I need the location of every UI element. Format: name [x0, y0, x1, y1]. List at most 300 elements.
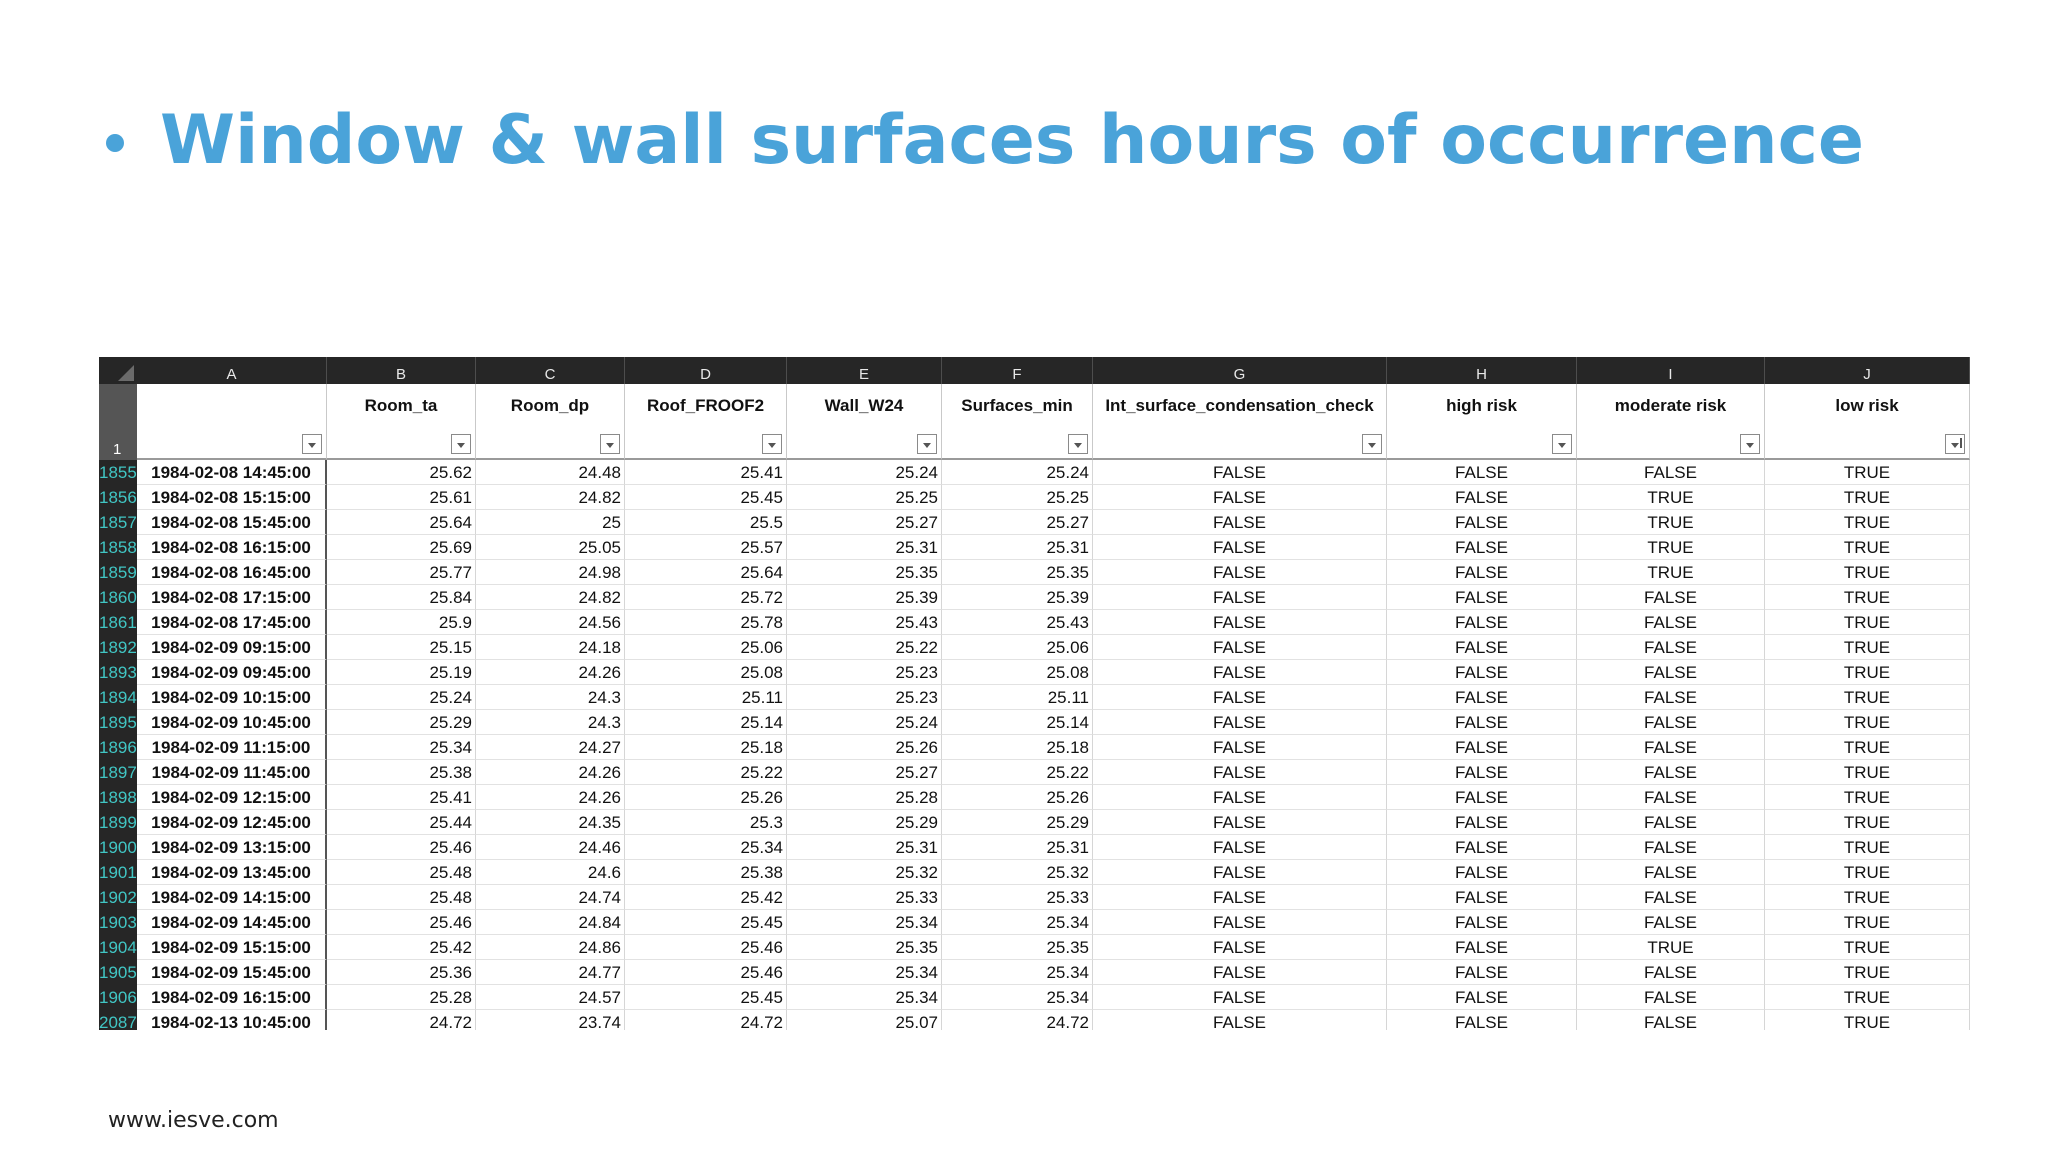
table-cell[interactable]: 25.07	[787, 1010, 942, 1030]
table-cell[interactable]: 24.84	[476, 910, 625, 935]
table-cell[interactable]: FALSE	[1387, 635, 1577, 660]
table-cell[interactable]: FALSE	[1093, 560, 1387, 585]
table-cell[interactable]: FALSE	[1093, 810, 1387, 835]
table-cell[interactable]: 1984-02-09 11:15:00	[137, 735, 327, 760]
table-cell[interactable]: 24.26	[476, 660, 625, 685]
filter-dropdown-icon[interactable]	[1362, 434, 1382, 454]
table-cell[interactable]: 25.38	[625, 860, 787, 885]
header-cell[interactable]	[137, 384, 327, 460]
table-cell[interactable]: 25.36	[327, 960, 476, 985]
table-cell[interactable]: 25.06	[625, 635, 787, 660]
table-cell[interactable]: 25.25	[787, 485, 942, 510]
table-cell[interactable]: 25.34	[787, 985, 942, 1010]
table-row	[99, 935, 1970, 960]
table-cell[interactable]: FALSE	[1577, 885, 1765, 910]
table-cell[interactable]: FALSE	[1387, 1010, 1577, 1030]
table-cell[interactable]: 25.5	[625, 510, 787, 535]
filter-dropdown-icon[interactable]	[1552, 434, 1572, 454]
table-cell[interactable]: 25.43	[942, 610, 1093, 635]
select-all-corner[interactable]	[99, 357, 137, 384]
table-cell[interactable]: 25.72	[625, 585, 787, 610]
table-row	[99, 885, 1970, 910]
table-cell[interactable]: FALSE	[1093, 535, 1387, 560]
table-cell[interactable]: 25.24	[327, 685, 476, 710]
table-cell[interactable]: 25.46	[625, 935, 787, 960]
header-cell[interactable]	[1387, 384, 1577, 460]
table-cell[interactable]: FALSE	[1093, 985, 1387, 1010]
row-number[interactable]: 1856	[99, 485, 137, 510]
table-cell[interactable]: TRUE	[1765, 835, 1970, 860]
table-cell[interactable]: FALSE	[1387, 735, 1577, 760]
table-cell[interactable]: 25.26	[625, 785, 787, 810]
table-cell[interactable]: 25.28	[787, 785, 942, 810]
table-cell[interactable]: 25.27	[942, 510, 1093, 535]
table-cell[interactable]: FALSE	[1093, 1010, 1387, 1030]
table-cell[interactable]: FALSE	[1387, 535, 1577, 560]
filter-dropdown-icon[interactable]	[1740, 434, 1760, 454]
slide-title	[106, 96, 1864, 186]
table-row	[99, 835, 1970, 860]
row-number[interactable]: 1901	[99, 860, 137, 885]
table-cell[interactable]: 1984-02-09 13:15:00	[137, 835, 327, 860]
table-cell[interactable]: 25.34	[787, 960, 942, 985]
row-number-1[interactable]: 1	[99, 384, 137, 460]
table-cell[interactable]: 1984-02-08 17:15:00	[137, 585, 327, 610]
table-cell[interactable]: 24.3	[476, 710, 625, 735]
table-cell[interactable]: 25.32	[942, 860, 1093, 885]
table-cell[interactable]: 25.46	[625, 960, 787, 985]
table-cell[interactable]: FALSE	[1093, 710, 1387, 735]
table-cell[interactable]: FALSE	[1577, 660, 1765, 685]
table-cell[interactable]: 25.11	[625, 685, 787, 710]
table-cell[interactable]: FALSE	[1093, 660, 1387, 685]
header-cell[interactable]	[1765, 384, 1970, 460]
column-letter-c[interactable]: C	[476, 357, 625, 384]
table-cell[interactable]: 24.35	[476, 810, 625, 835]
table-cell[interactable]: TRUE	[1765, 460, 1970, 485]
table-cell[interactable]: 1984-02-09 14:45:00	[137, 910, 327, 935]
table-cell[interactable]: 25.19	[327, 660, 476, 685]
table-cell[interactable]: 25.48	[327, 860, 476, 885]
row-number[interactable]: 1898	[99, 785, 137, 810]
table-cell[interactable]: 24.72	[327, 1010, 476, 1030]
table-cell[interactable]: FALSE	[1093, 510, 1387, 535]
header-label: Room_ta	[364, 396, 438, 415]
filter-dropdown-icon[interactable]	[600, 434, 620, 454]
row-number[interactable]: 1902	[99, 885, 137, 910]
table-cell[interactable]: 25.46	[327, 835, 476, 860]
table-cell[interactable]: 25.14	[942, 710, 1093, 735]
table-cell[interactable]: 25.31	[942, 535, 1093, 560]
table-cell[interactable]: 25.44	[327, 810, 476, 835]
table-cell[interactable]: 25.11	[942, 685, 1093, 710]
table-cell[interactable]: FALSE	[1093, 635, 1387, 660]
table-cell[interactable]: TRUE	[1577, 935, 1765, 960]
table-cell[interactable]: 1984-02-09 16:15:00	[137, 985, 327, 1010]
table-cell[interactable]: 24.77	[476, 960, 625, 985]
table-cell[interactable]: 24.26	[476, 760, 625, 785]
slide-title-text: Window & wall surfaces hours of occurrence	[160, 101, 1865, 180]
table-cell[interactable]: 24.86	[476, 935, 625, 960]
table-cell[interactable]: FALSE	[1577, 810, 1765, 835]
table-cell[interactable]: TRUE	[1577, 560, 1765, 585]
table-cell[interactable]: FALSE	[1577, 910, 1765, 935]
table-cell[interactable]: 23.74	[476, 1010, 625, 1030]
table-cell[interactable]: 25.18	[942, 735, 1093, 760]
table-cell[interactable]: FALSE	[1093, 835, 1387, 860]
table-cell[interactable]: FALSE	[1387, 960, 1577, 985]
table-cell[interactable]: FALSE	[1577, 985, 1765, 1010]
table-cell[interactable]: FALSE	[1577, 735, 1765, 760]
table-cell[interactable]: TRUE	[1577, 535, 1765, 560]
table-cell[interactable]: 25.3	[625, 810, 787, 835]
table-cell[interactable]: 25.08	[625, 660, 787, 685]
table-cell[interactable]: 25.22	[625, 760, 787, 785]
table-cell[interactable]: 25.34	[787, 910, 942, 935]
table-cell[interactable]: 25.64	[327, 510, 476, 535]
table-cell[interactable]: FALSE	[1387, 510, 1577, 535]
table-cell[interactable]: FALSE	[1387, 610, 1577, 635]
table-cell[interactable]: FALSE	[1093, 785, 1387, 810]
table-cell[interactable]: 25.78	[625, 610, 787, 635]
table-cell[interactable]: FALSE	[1387, 710, 1577, 735]
table-cell[interactable]: FALSE	[1093, 885, 1387, 910]
table-cell[interactable]: 25.29	[327, 710, 476, 735]
table-cell[interactable]: FALSE	[1093, 910, 1387, 935]
table-cell[interactable]: 25.62	[327, 460, 476, 485]
table-cell[interactable]: 25.77	[327, 560, 476, 585]
table-cell[interactable]: 25.31	[787, 535, 942, 560]
table-cell[interactable]: 1984-02-09 15:45:00	[137, 960, 327, 985]
table-cell[interactable]: FALSE	[1387, 485, 1577, 510]
table-cell[interactable]: FALSE	[1093, 460, 1387, 485]
table-cell[interactable]: FALSE	[1387, 685, 1577, 710]
row-number[interactable]: 1859	[99, 560, 137, 585]
table-cell[interactable]: 25.26	[942, 785, 1093, 810]
table-cell[interactable]: TRUE	[1765, 860, 1970, 885]
table-cell[interactable]: 24.72	[625, 1010, 787, 1030]
header-cell[interactable]	[625, 384, 787, 460]
table-cell[interactable]: FALSE	[1093, 485, 1387, 510]
table-cell[interactable]: FALSE	[1577, 710, 1765, 735]
table-cell[interactable]: FALSE	[1577, 1010, 1765, 1030]
table-cell[interactable]: 25.42	[625, 885, 787, 910]
table-row	[99, 460, 1970, 485]
column-letter-i[interactable]: I	[1577, 357, 1765, 384]
row-number[interactable]: 1857	[99, 510, 137, 535]
table-cell[interactable]: 24.98	[476, 560, 625, 585]
table-cell[interactable]: 25.34	[625, 835, 787, 860]
column-letter-b[interactable]: B	[327, 357, 476, 384]
row-number[interactable]: 1906	[99, 985, 137, 1010]
table-cell[interactable]: 1984-02-09 10:45:00	[137, 710, 327, 735]
table-cell[interactable]: 25.31	[787, 835, 942, 860]
table-cell[interactable]: 1984-02-09 14:15:00	[137, 885, 327, 910]
table-cell[interactable]: 25.45	[625, 485, 787, 510]
column-letter-d[interactable]: D	[625, 357, 787, 384]
table-cell[interactable]: 25.45	[625, 985, 787, 1010]
row-number[interactable]: 1860	[99, 585, 137, 610]
row-number[interactable]: 1905	[99, 960, 137, 985]
table-row	[99, 810, 1970, 835]
table-cell[interactable]: 1984-02-09 12:45:00	[137, 810, 327, 835]
header-cell[interactable]	[942, 384, 1093, 460]
column-letter-h[interactable]: H	[1387, 357, 1577, 384]
table-cell[interactable]: TRUE	[1765, 935, 1970, 960]
table-cell[interactable]: TRUE	[1765, 810, 1970, 835]
table-cell[interactable]: 24.3	[476, 685, 625, 710]
table-cell[interactable]: FALSE	[1577, 960, 1765, 985]
table-cell[interactable]: 25.31	[942, 835, 1093, 860]
table-cell[interactable]: 25.38	[327, 760, 476, 785]
column-letter-a[interactable]: A	[137, 357, 327, 384]
table-cell[interactable]: 25.45	[625, 910, 787, 935]
table-cell[interactable]: TRUE	[1765, 960, 1970, 985]
table-cell[interactable]: 25.34	[942, 985, 1093, 1010]
table-cell[interactable]: FALSE	[1093, 935, 1387, 960]
table-cell[interactable]: 25.41	[327, 785, 476, 810]
table-cell[interactable]: FALSE	[1093, 735, 1387, 760]
table-cell[interactable]: 25.27	[787, 510, 942, 535]
header-cell[interactable]	[787, 384, 942, 460]
table-cell[interactable]: 25.32	[787, 860, 942, 885]
table-cell[interactable]: 25.43	[787, 610, 942, 635]
table-cell[interactable]: 25.57	[625, 535, 787, 560]
table-cell[interactable]: 25.22	[787, 635, 942, 660]
table-cell[interactable]: TRUE	[1765, 910, 1970, 935]
table-cell[interactable]: FALSE	[1093, 585, 1387, 610]
table-cell[interactable]: 1984-02-13 10:45:00	[137, 1010, 327, 1030]
table-cell[interactable]: 25.22	[942, 760, 1093, 785]
filter-dropdown-icon[interactable]	[762, 434, 782, 454]
table-row	[99, 535, 1970, 560]
table-cell[interactable]: TRUE	[1765, 985, 1970, 1010]
table-cell[interactable]: TRUE	[1577, 510, 1765, 535]
table-cell[interactable]: 25.05	[476, 535, 625, 560]
row-number[interactable]: 1858	[99, 535, 137, 560]
table-cell[interactable]: 25.39	[942, 585, 1093, 610]
table-cell[interactable]: 25.33	[942, 885, 1093, 910]
table-cell[interactable]: 25.84	[327, 585, 476, 610]
header-cell[interactable]	[1093, 384, 1387, 460]
table-cell[interactable]: 24.48	[476, 460, 625, 485]
table-cell[interactable]: FALSE	[1093, 685, 1387, 710]
table-cell[interactable]: 25.64	[625, 560, 787, 585]
table-cell[interactable]: 25.42	[327, 935, 476, 960]
column-letter-g[interactable]: G	[1093, 357, 1387, 384]
row-number[interactable]: 1897	[99, 760, 137, 785]
table-cell[interactable]: FALSE	[1093, 960, 1387, 985]
row-number[interactable]: 1900	[99, 835, 137, 860]
table-cell[interactable]: 25.69	[327, 535, 476, 560]
table-cell[interactable]: FALSE	[1577, 685, 1765, 710]
table-cell[interactable]: 1984-02-08 16:15:00	[137, 535, 327, 560]
table-cell[interactable]: 1984-02-08 14:45:00	[137, 460, 327, 485]
table-cell[interactable]: 25.27	[787, 760, 942, 785]
column-letter-j[interactable]: J	[1765, 357, 1970, 384]
table-cell[interactable]: 24.72	[942, 1010, 1093, 1030]
table-cell[interactable]: 25.9	[327, 610, 476, 635]
table-cell[interactable]: FALSE	[1577, 760, 1765, 785]
table-cell[interactable]: TRUE	[1765, 685, 1970, 710]
table-cell[interactable]: 24.18	[476, 635, 625, 660]
row-number[interactable]: 1893	[99, 660, 137, 685]
table-cell[interactable]: FALSE	[1577, 835, 1765, 860]
table-cell[interactable]: 25.35	[942, 935, 1093, 960]
table-cell[interactable]: 25.35	[787, 935, 942, 960]
table-cell[interactable]: 25.35	[787, 560, 942, 585]
table-cell[interactable]: FALSE	[1387, 460, 1577, 485]
table-row	[99, 560, 1970, 585]
table-cell[interactable]: 24.57	[476, 985, 625, 1010]
filter-dropdown-icon[interactable]	[1068, 434, 1088, 454]
row-number[interactable]: 1855	[99, 460, 137, 485]
row-number[interactable]: 1899	[99, 810, 137, 835]
table-cell[interactable]: TRUE	[1765, 485, 1970, 510]
table-cell[interactable]: FALSE	[1387, 985, 1577, 1010]
table-cell[interactable]: TRUE	[1765, 785, 1970, 810]
table-cell[interactable]: 25.29	[942, 810, 1093, 835]
row-number[interactable]: 1894	[99, 685, 137, 710]
column-letter-f[interactable]: F	[942, 357, 1093, 384]
table-cell[interactable]: TRUE	[1765, 885, 1970, 910]
table-cell[interactable]: TRUE	[1765, 710, 1970, 735]
table-cell[interactable]: 1984-02-08 17:45:00	[137, 610, 327, 635]
table-cell[interactable]: 25.35	[942, 560, 1093, 585]
table-cell[interactable]: 25.34	[327, 735, 476, 760]
table-cell[interactable]: 25.26	[787, 735, 942, 760]
header-label: Wall_W24	[824, 396, 904, 415]
table-cell[interactable]: FALSE	[1387, 585, 1577, 610]
table-cell[interactable]: TRUE	[1765, 610, 1970, 635]
table-cell[interactable]: 25.33	[787, 885, 942, 910]
table-cell[interactable]: 1984-02-09 12:15:00	[137, 785, 327, 810]
table-cell[interactable]: FALSE	[1093, 760, 1387, 785]
table-cell[interactable]: FALSE	[1387, 660, 1577, 685]
table-cell[interactable]: 25.29	[787, 810, 942, 835]
column-letter-e[interactable]: E	[787, 357, 942, 384]
table-cell[interactable]: FALSE	[1387, 860, 1577, 885]
table-cell[interactable]: 1984-02-09 10:15:00	[137, 685, 327, 710]
table-cell[interactable]: 25.18	[625, 735, 787, 760]
table-cell[interactable]: 25.24	[787, 710, 942, 735]
filter-dropdown-icon[interactable]	[302, 434, 322, 454]
table-cell[interactable]: 24.6	[476, 860, 625, 885]
table-cell[interactable]: 24.74	[476, 885, 625, 910]
table-cell[interactable]: TRUE	[1765, 760, 1970, 785]
row-number[interactable]: 1896	[99, 735, 137, 760]
table-cell[interactable]: 25.24	[942, 460, 1093, 485]
table-cell[interactable]: TRUE	[1577, 485, 1765, 510]
table-cell[interactable]: FALSE	[1577, 460, 1765, 485]
table-cell[interactable]: FALSE	[1387, 760, 1577, 785]
table-row	[99, 860, 1970, 885]
table-cell[interactable]: 1984-02-09 09:15:00	[137, 635, 327, 660]
table-cell[interactable]: 25.28	[327, 985, 476, 1010]
table-cell[interactable]: 25.08	[942, 660, 1093, 685]
header-cell[interactable]	[327, 384, 476, 460]
table-cell[interactable]: 24.46	[476, 835, 625, 860]
table-cell[interactable]: FALSE	[1577, 585, 1765, 610]
table-cell[interactable]: 24.82	[476, 485, 625, 510]
table-cell[interactable]: 25.39	[787, 585, 942, 610]
table-cell[interactable]: 25.34	[942, 910, 1093, 935]
row-number[interactable]: 1861	[99, 610, 137, 635]
row-number[interactable]: 1895	[99, 710, 137, 735]
table-cell[interactable]: 24.56	[476, 610, 625, 635]
table-cell[interactable]: 25.06	[942, 635, 1093, 660]
header-cell[interactable]	[1577, 384, 1765, 460]
table-cell[interactable]: TRUE	[1765, 560, 1970, 585]
table-cell[interactable]: TRUE	[1765, 535, 1970, 560]
table-cell[interactable]: TRUE	[1765, 510, 1970, 535]
table-cell[interactable]: 25.61	[327, 485, 476, 510]
row-number[interactable]: 1904	[99, 935, 137, 960]
table-cell[interactable]: 25.41	[625, 460, 787, 485]
table-cell[interactable]: TRUE	[1765, 635, 1970, 660]
table-cell[interactable]: 1984-02-08 15:45:00	[137, 510, 327, 535]
filter-active-icon[interactable]	[1945, 434, 1965, 454]
table-cell[interactable]: FALSE	[1387, 935, 1577, 960]
table-cell[interactable]: TRUE	[1765, 1010, 1970, 1030]
table-cell[interactable]: 25.14	[625, 710, 787, 735]
table-cell[interactable]: 1984-02-09 09:45:00	[137, 660, 327, 685]
header-cell[interactable]	[476, 384, 625, 460]
table-cell[interactable]: 25.48	[327, 885, 476, 910]
table-cell[interactable]: 1984-02-09 13:45:00	[137, 860, 327, 885]
table-cell[interactable]: FALSE	[1577, 635, 1765, 660]
table-cell[interactable]: FALSE	[1387, 885, 1577, 910]
table-cell[interactable]: TRUE	[1765, 660, 1970, 685]
table-cell[interactable]: FALSE	[1387, 835, 1577, 860]
table-cell[interactable]: FALSE	[1387, 785, 1577, 810]
table-cell[interactable]: 1984-02-09 15:15:00	[137, 935, 327, 960]
table-cell[interactable]: FALSE	[1093, 860, 1387, 885]
table-cell[interactable]: 1984-02-08 16:45:00	[137, 560, 327, 585]
table-cell[interactable]: FALSE	[1387, 910, 1577, 935]
table-cell[interactable]: 25.15	[327, 635, 476, 660]
table-cell[interactable]: 1984-02-08 15:15:00	[137, 485, 327, 510]
table-cell[interactable]: 1984-02-09 11:45:00	[137, 760, 327, 785]
row-number[interactable]: 1903	[99, 910, 137, 935]
table-cell[interactable]: FALSE	[1577, 610, 1765, 635]
header-label: moderate risk	[1614, 396, 1727, 415]
table-cell[interactable]: 25.46	[327, 910, 476, 935]
spreadsheet	[99, 357, 1970, 1030]
table-cell[interactable]: 25.25	[942, 485, 1093, 510]
table-cell[interactable]: FALSE	[1093, 610, 1387, 635]
table-cell[interactable]: TRUE	[1765, 735, 1970, 760]
table-cell[interactable]: 24.26	[476, 785, 625, 810]
table-cell[interactable]: 25.34	[942, 960, 1093, 985]
filter-dropdown-icon[interactable]	[451, 434, 471, 454]
table-cell[interactable]: 24.82	[476, 585, 625, 610]
table-cell[interactable]: 25.23	[787, 660, 942, 685]
table-cell[interactable]: FALSE	[1577, 860, 1765, 885]
row-number[interactable]: 1892	[99, 635, 137, 660]
header-label: Surfaces_min	[961, 396, 1073, 415]
table-cell[interactable]: 25.23	[787, 685, 942, 710]
table-cell[interactable]: FALSE	[1387, 810, 1577, 835]
table-cell[interactable]: TRUE	[1765, 585, 1970, 610]
table-cell[interactable]: 25	[476, 510, 625, 535]
table-cell[interactable]: 25.24	[787, 460, 942, 485]
table-cell[interactable]: FALSE	[1387, 560, 1577, 585]
table-cell[interactable]: FALSE	[1577, 785, 1765, 810]
table-cell[interactable]: 24.27	[476, 735, 625, 760]
filter-dropdown-icon[interactable]	[917, 434, 937, 454]
row-number[interactable]: 2087	[99, 1010, 137, 1030]
